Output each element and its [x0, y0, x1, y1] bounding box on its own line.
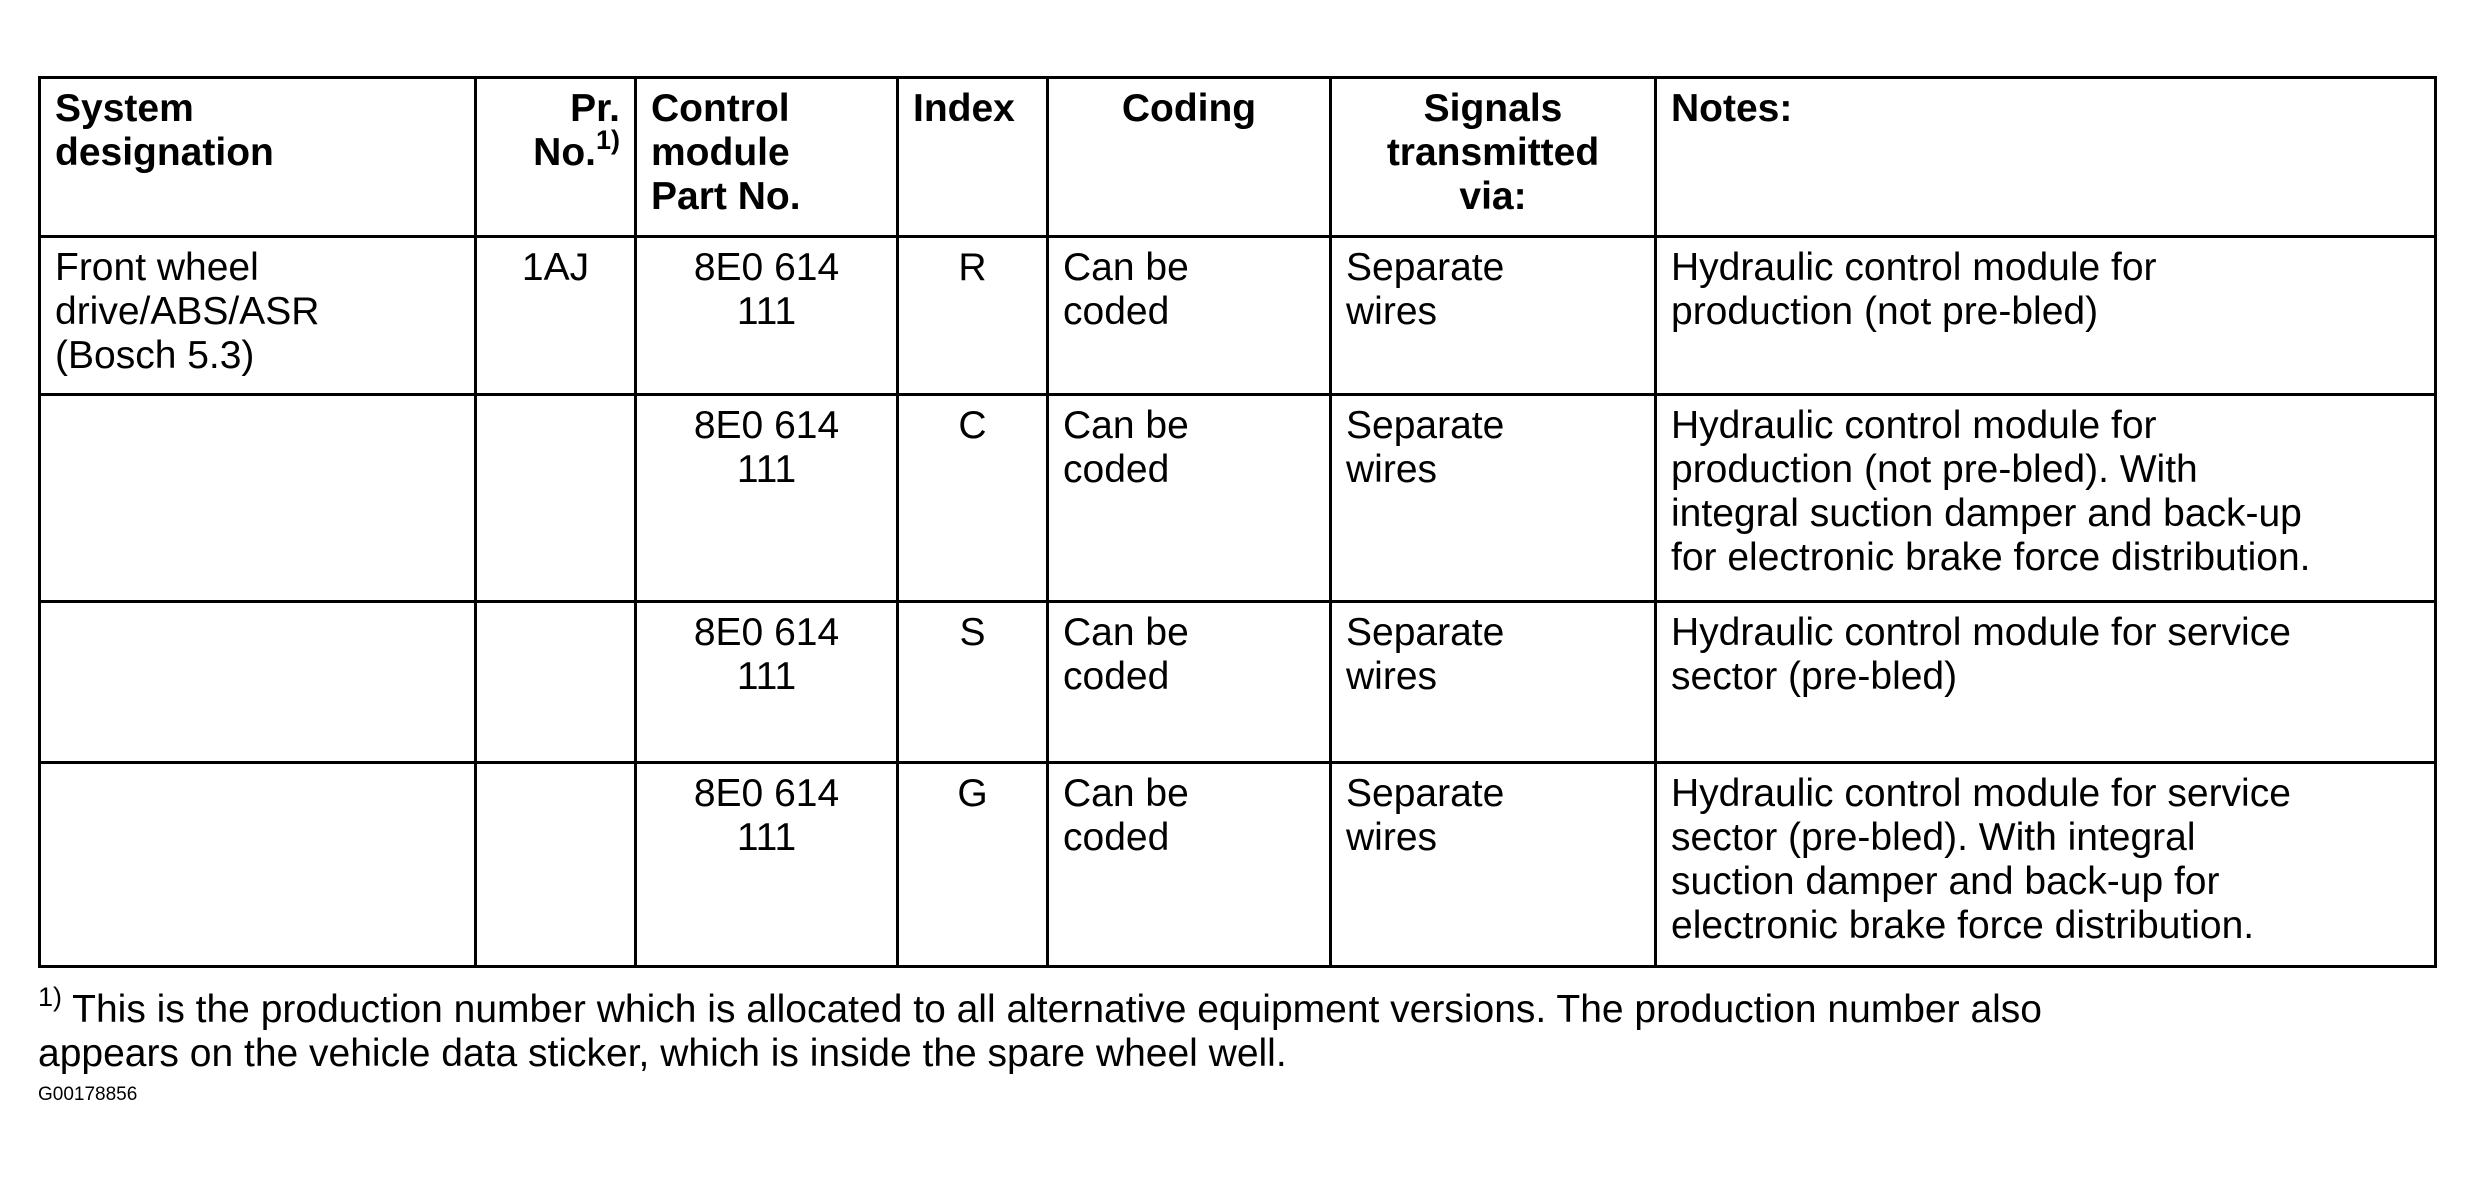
header-signals-transmitted-via: Signals transmitted via: [1331, 78, 1656, 237]
cell-notes: Hydraulic control module for production (not pre-bled). With integral suction damper and back-up for electronic brake force distribution. [1656, 395, 2436, 602]
cell-coding: Can be coded [1048, 763, 1331, 967]
cell-part-no: 8E0 614 111 [636, 602, 898, 763]
document [38, 76, 2434, 1106]
cell-notes: Hydraulic control module for service sector (pre-bled) [1656, 602, 2436, 763]
cell-part-no: 8E0 614 111 [636, 763, 898, 967]
cell-signals: Separate wires [1331, 395, 1656, 602]
header-notes: Notes: [1656, 78, 2436, 237]
table-row [40, 763, 2436, 967]
cell-coding: Can be coded [1048, 602, 1331, 763]
footnote-text: This is the production number which is allocated to all alternative equipment versions. The production number also appears on the vehicle data sticker, which is inside the spare wheel well. [38, 988, 2042, 1075]
table-row [40, 237, 2436, 395]
cell-index: C [898, 395, 1048, 602]
cell-pr-no: 1AJ [476, 237, 636, 395]
cell-system-designation: Front wheel drive/ABS/ASR (Bosch 5.3) [40, 237, 476, 395]
cell-signals: Separate wires [1331, 602, 1656, 763]
cell-system-designation [40, 763, 476, 967]
cell-pr-no [476, 395, 636, 602]
cell-index: S [898, 602, 1048, 763]
footnote-marker: 1) [38, 982, 63, 1012]
control-module-table [38, 76, 2437, 968]
table-row [40, 395, 2436, 602]
cell-system-designation [40, 395, 476, 602]
cell-part-no: 8E0 614 111 [636, 237, 898, 395]
cell-index: R [898, 237, 1048, 395]
cell-pr-no [476, 763, 636, 967]
cell-signals: Separate wires [1331, 237, 1656, 395]
cell-pr-no [476, 602, 636, 763]
header-system-designation: System designation [40, 78, 476, 237]
footnote-marker: 1) [595, 125, 620, 155]
header-index: Index [898, 78, 1048, 237]
cell-signals: Separate wires [1331, 763, 1656, 967]
header-control-module-part-no: Control module Part No. [636, 78, 898, 237]
cell-system-designation [40, 602, 476, 763]
cell-coding: Can be coded [1048, 395, 1331, 602]
cell-coding: Can be coded [1048, 237, 1331, 395]
cell-index: G [898, 763, 1048, 967]
table-row [40, 602, 2436, 763]
reference-id: G00178856 [38, 1084, 138, 1105]
cell-part-no: 8E0 614 111 [636, 395, 898, 602]
footnote [38, 982, 2434, 1076]
cell-notes: Hydraulic control module for production (not pre-bled) [1656, 237, 2436, 395]
header-pr-no: Pr. No.$^{1)}$ [476, 78, 636, 237]
header-coding: Coding [1048, 78, 1331, 237]
cell-notes: Hydraulic control module for service sector (pre-bled). With integral suction damper and back-up for electronic brake force distribution. [1656, 763, 2436, 967]
table-header-row [40, 78, 2436, 237]
